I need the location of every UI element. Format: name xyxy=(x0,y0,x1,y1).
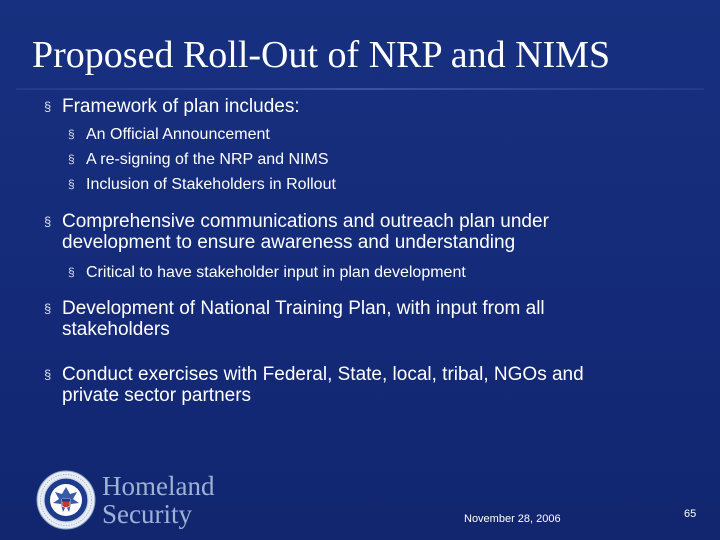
page-number: 65 xyxy=(684,508,697,520)
bullet-4 xyxy=(44,364,684,406)
slide-title: Proposed Roll-Out of NRP and NIMS xyxy=(32,34,611,76)
slide-body xyxy=(44,96,684,406)
bullet-marker-icon: § xyxy=(44,367,52,382)
sub-bullet-1-1 xyxy=(68,122,684,147)
slide-date: November 28, 2006 xyxy=(464,513,561,525)
sub-bullet-text: Inclusion of Stakeholders in Rollout xyxy=(86,176,336,193)
bullet-marker-icon: § xyxy=(44,301,52,316)
homeland-security-logo xyxy=(36,470,236,532)
sub-bullet-text: Critical to have stakeholder input in plan development xyxy=(86,264,466,281)
logo-line-2: Security xyxy=(102,499,192,529)
sub-bullet-1-2 xyxy=(68,147,684,172)
bullet-2 xyxy=(44,211,684,253)
bullet-3-line-1: Development of National Training Plan, with input from all xyxy=(62,298,545,319)
bullet-1-text: Framework of plan includes: xyxy=(62,96,300,117)
bullet-marker-icon: § xyxy=(44,99,52,114)
bullet-marker-icon: § xyxy=(44,214,52,229)
logo-line-1: Homeland xyxy=(102,471,215,501)
bullet-2-line-1: Comprehensive communications and outreach plan under xyxy=(62,211,549,232)
bullet-marker-icon: § xyxy=(68,127,75,141)
bullet-marker-icon: § xyxy=(68,177,75,191)
dhs-seal-icon xyxy=(36,470,96,530)
bullet-4-line-1: Conduct exercises with Federal, State, local, tribal, NGOs and xyxy=(62,364,584,385)
sub-bullet-text: An Official Announcement xyxy=(86,126,270,143)
bullet-2-line-2: development to ensure awareness and understanding xyxy=(62,232,516,253)
title-divider xyxy=(16,88,704,90)
sub-bullet-1-3 xyxy=(68,172,684,197)
bullet-1 xyxy=(44,96,684,117)
bullet-4-line-2: private sector partners xyxy=(62,385,252,406)
bullet-marker-icon: § xyxy=(68,265,75,279)
bullet-3 xyxy=(44,298,684,340)
sub-bullet-text: A re-signing of the NRP and NIMS xyxy=(86,151,329,168)
bullet-marker-icon: § xyxy=(68,152,75,166)
bullet-3-line-2: stakeholders xyxy=(62,319,170,340)
sub-bullet-2-1 xyxy=(68,260,684,285)
logo-wordmark xyxy=(102,472,214,528)
